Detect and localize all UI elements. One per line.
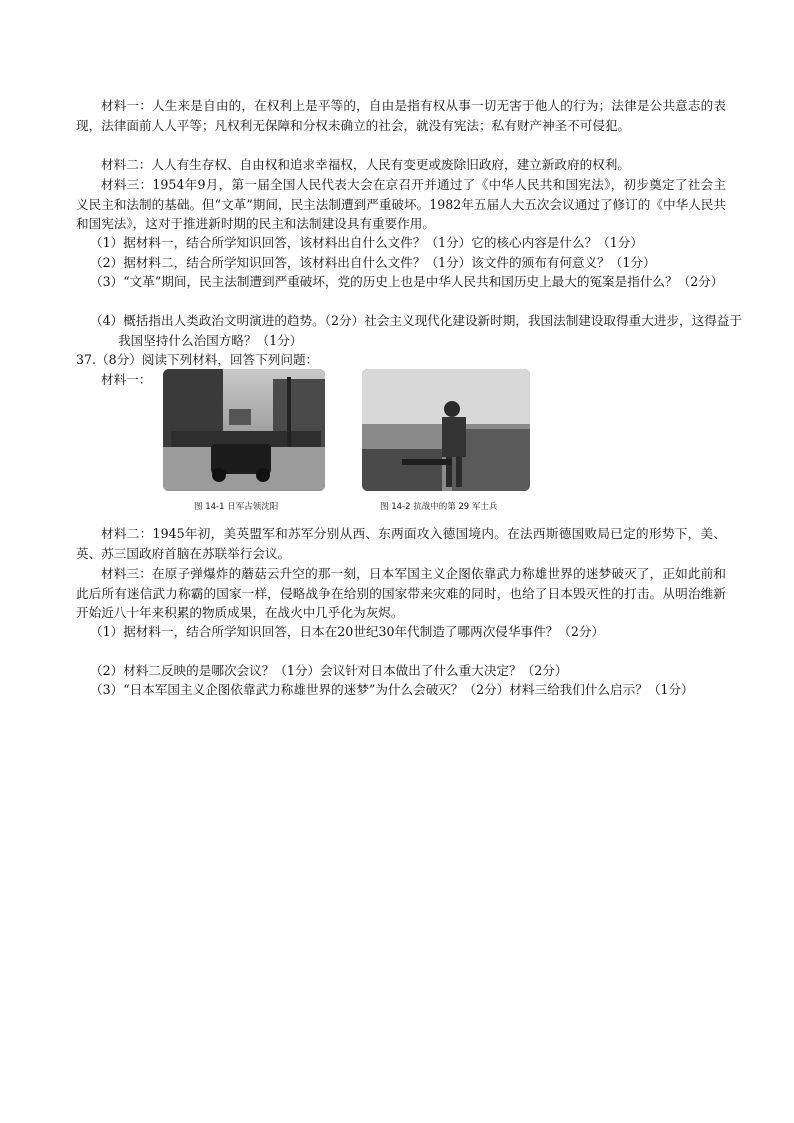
question-2: （2）据材料二，结合所学知识回答，该材料出自什么文件？（1分）该文件的颁布有何意义？（1分）	[90, 255, 656, 270]
photo-1-caption: 图 14-1 日军占领沈阳	[194, 502, 279, 512]
material-1-label: 材料一：	[101, 372, 152, 387]
question-1: （1）据材料一，结合所学知识回答，该材料出自什么文件？（1分）它的核心内容是什么？（1分）	[90, 235, 643, 250]
question-37-1: （1）据材料一，结合所学知识回答，日本在20世纪30年代制造了哪两次侵华事件？（2分）	[90, 624, 605, 639]
question-37-heading: 37.（8分）阅读下列材料，回答下列问题：	[76, 352, 319, 367]
material-3b-text: 材料三：在原子弹爆炸的蘑菇云升空的那一刻，日本军国主义企图依靠武力称雄世界的迷梦破灭了，正如此前和此后所有迷信武力称霸的国家一样，侵略战争在给别的国家带来灾难的同时，也给了日本毁灭性的打击。从明治维新开始近八十年来积累的物质成果，在战火中几乎化为灰烬。	[76, 566, 726, 621]
photo-29th-army-soldier	[362, 369, 530, 491]
material-2-text: 材料二：人人有生存权、自由权和追求幸福权，人民有变更或废除旧政府，建立新政府的权利。	[101, 157, 630, 172]
material-2b-text: 材料二：1945年初，美英盟军和苏军分别从西、东两面攻入德国境内。在法西斯德国败局已定的形势下，美、英、苏三国政府首脑在苏联举行会议。	[76, 526, 726, 561]
photo-2-caption: 图 14-2 抗战中的第 29 军士兵	[380, 502, 498, 512]
photo-2-image	[362, 369, 530, 491]
material-3-text: 材料三：1954年9月，第一届全国人民代表大会在京召开并通过了《中华人民共和国宪法》，初步奠定了社会主义民主和法制的基础。但“文革”期间，民主法制遭到严重破坏。1982年五届人大五次会议通过了修订的《中华人民共和国宪法》，这对于推进新时期的民主和法制建设具有重要作用。	[76, 177, 726, 232]
question-4: （4）概括指出人类政治文明演进的趋势。（2分）社会主义现代化建设新时期，我国法制建设取得重大进步，这得益于我国坚持什么治国方略？（1分）	[90, 313, 743, 348]
photo-japanese-troops-shenyang	[163, 369, 325, 491]
question-37-2: （2）材料二反映的是哪次会议？（1分）会议针对日本做出了什么重大决定？（2分）	[90, 663, 568, 678]
question-3: （3）“文革”期间，民主法制遭到严重破坏，党的历史上也是中华人民共和国历史上最大的冤案是指什么？（2分）	[90, 274, 724, 289]
material-1-text: 材料一：人生来是自由的，在权利上是平等的，自由是指有权从事一切无害于他人的行为；法律是公共意志的表现，法律面前人人平等；凡权利无保障和分权未确立的社会，就没有宪法；私有财产神圣不可侵犯。	[76, 98, 726, 133]
question-37-3: （3）“日本军国主义企图依靠武力称雄世界的迷梦”为什么会破灭？（2分）材料三给我们什么启示？（1分）	[90, 682, 694, 697]
photo-1-image	[163, 369, 325, 491]
